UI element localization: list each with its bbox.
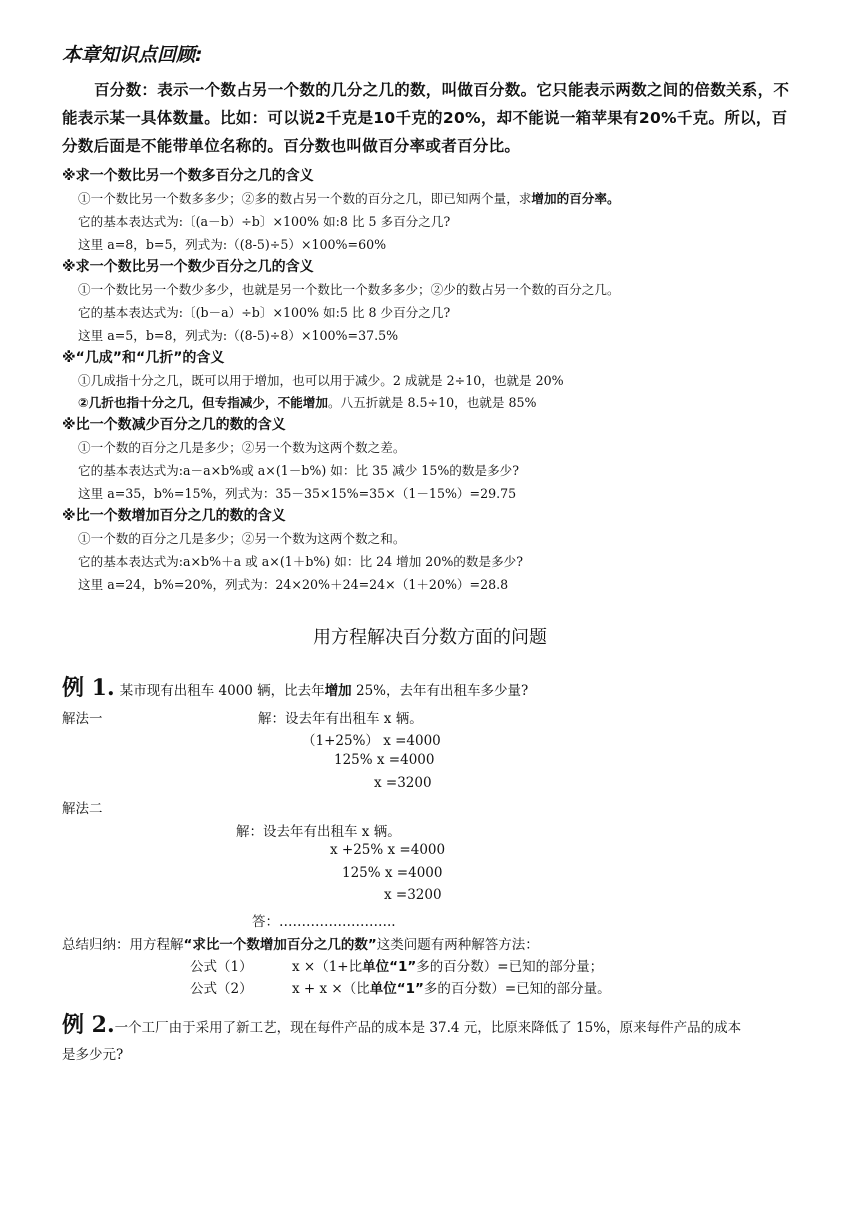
- section-text: 。八五折就是 8.5÷10，也就是 85%: [327, 395, 537, 410]
- main-title: 用方程解决百分数方面的问题: [313, 627, 547, 648]
- section-line: ①一个数的百分之几是多少；②另一个数为这两个数之和。: [78, 531, 406, 546]
- formula-1-label: 公式（1）: [190, 959, 253, 975]
- formula-text: 多的百分数）=已知的部分量；: [416, 959, 604, 975]
- emphasis-text: 增加的百分率。: [531, 191, 620, 206]
- section-heading-more-percent: ※求一个数比另一个数多百分之几的含义: [62, 168, 314, 184]
- section-line: 它的基本表达式为:a×b%＋a 或 a×(1＋b%) 如：比 24 增加 20%的数是多少?: [78, 554, 524, 569]
- example-2-question: [62, 1008, 741, 1039]
- method-1-result: x =3200: [374, 775, 432, 791]
- section-heading-less-percent: ※求一个数比另一个数少百分之几的含义: [62, 259, 314, 275]
- method-1-setup: 解：设去年有出租车 x 辆。: [258, 711, 423, 727]
- section-heading-increase: ※比一个数增加百分之几的数的含义: [62, 508, 286, 524]
- method-2-setup: 解：设去年有出租车 x 辆。: [236, 824, 401, 840]
- emphasis-text: “求比一个数增加百分之几的数”: [183, 937, 377, 953]
- emphasis-text: 单位“1”: [362, 959, 417, 975]
- formula-2-label: 公式（2）: [190, 981, 253, 997]
- method-2-result: x =3200: [384, 887, 442, 903]
- section-line: 它的基本表达式为:a－a×b%或 a×(1－b%) 如：比 35 减少 15%的数是多少?: [78, 463, 520, 478]
- method-2-equation: x +25% x =4000: [330, 842, 446, 858]
- example-label: 例 1.: [62, 675, 115, 701]
- question-text: 一个工厂由于采用了新工艺，现在每件产品的成本是 37.4 元，比原来降低了 15%，原来每件产品的成本: [114, 1020, 742, 1036]
- method-1-label: 解法一: [62, 711, 103, 727]
- section-heading-decrease: ※比一个数减少百分之几的数的含义: [62, 417, 286, 433]
- section-line: [78, 188, 620, 207]
- formula-text: 多的百分数）=已知的部分量。: [423, 981, 611, 997]
- percent-definition-paragraph: 百分数：表示一个数占另一个数的几分之几的数，叫做百分数。它只能表示两数之间的倍数关系，不能表示某一具体数量。比如：可以说2千克是10千克的20%，却不能说一箱苹果有20%千克。所以，百分数后面是不能带单位名称的。百分数也叫做百分率或者百分比。: [62, 81, 790, 155]
- example-label: 例 2.: [62, 1012, 115, 1038]
- section-line: ①一个数比另一个数少多少，也就是另一个数比一个数多多少；②少的数占另一个数的百分之几。: [78, 282, 620, 297]
- section-heading-cheng-zhe: ※“几成”和“几折”的含义: [62, 350, 225, 366]
- question-text: 某市现有出租车 4000 辆，比去年: [119, 683, 325, 699]
- emphasis-text: 单位“1”: [369, 981, 424, 997]
- section-line: ①一个数的百分之几是多少；②另一个数为这两个数之差。: [78, 440, 406, 455]
- section-line: ①几成指十分之几，既可以用于增加，也可以用于减少。2 成就是 2÷10，也就是 20%: [78, 373, 564, 388]
- formula-text: x + x ×（比: [292, 981, 370, 997]
- summary-text: 总结归纳：用方程解: [62, 937, 184, 953]
- chapter-review-title: 本章知识点回顾:: [62, 44, 203, 66]
- formula-2: [292, 977, 611, 997]
- method-2-equation: 125% x =4000: [342, 865, 443, 881]
- method-2-label: 解法二: [62, 801, 103, 817]
- emphasis-text: 增加: [324, 683, 352, 699]
- formula-1: [292, 955, 603, 975]
- section-line: 这里 a=5，b=8，列式为:（(8-5)÷8）×100%=37.5%: [78, 328, 399, 343]
- section-line: 它的基本表达式为:〔(b－a）÷b〕×100% 如:5 比 8 少百分之几?: [78, 305, 451, 320]
- answer-line: 答：……………………..: [252, 914, 396, 930]
- section-line: 它的基本表达式为:〔(a－b）÷b〕×100% 如:8 比 5 多百分之几?: [78, 214, 451, 229]
- question-text: 25%，去年有出租车多少量?: [351, 683, 529, 699]
- summary-line: [62, 933, 539, 953]
- section-line: [78, 392, 537, 411]
- section-line: 这里 a=8，b=5，列式为:（(8-5)÷5）×100%=60%: [78, 237, 387, 252]
- example-2-question-cont: 是多少元?: [62, 1047, 124, 1063]
- summary-text: 这类问题有两种解答方法：: [376, 937, 539, 953]
- section-line: 这里 a=24，b%=20%，列式为：24×20%＋24=24×（1＋20%）=28.8: [78, 577, 509, 592]
- method-1-equation: 125% x =4000: [334, 752, 435, 768]
- section-line: 这里 a=35，b%=15%，列式为：35－35×15%=35×（1－15%）=29.75: [78, 486, 517, 501]
- example-1-question: [62, 671, 528, 702]
- section-text: ①一个数比另一个数多多少；②多的数占另一个数的百分之几，即已知两个量，求: [78, 191, 532, 206]
- emphasis-text: ②几折也指十分之几，但专指减少，不能增加: [78, 395, 328, 410]
- formula-text: x ×（1+比: [292, 959, 363, 975]
- method-1-equation: （1+25%） x =4000: [302, 733, 441, 749]
